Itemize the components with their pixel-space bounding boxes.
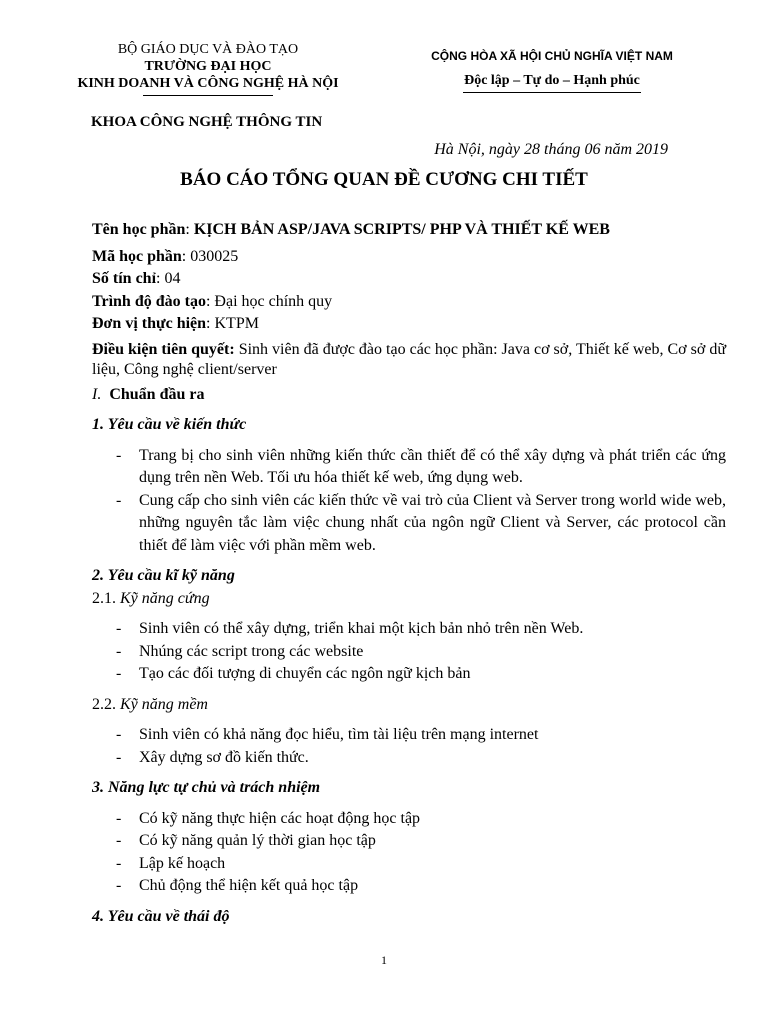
field-value: KỊCH BẢN ASP/JAVA SCRIPTS/ PHP VÀ THIẾT KẾ WEB: [193, 221, 610, 238]
field-label: Mã học phần: [92, 247, 182, 265]
field-label: Trình độ đào tạo: [92, 292, 206, 310]
dash-marker: -: [116, 854, 122, 872]
dash-marker: -: [116, 491, 122, 509]
field-training-level: [92, 291, 726, 314]
field-sep: :: [185, 221, 194, 238]
heading-knowledge: 1. Yêu cầu về kiến thức: [92, 416, 247, 433]
subheading-number: 2.1.: [92, 589, 116, 607]
field-sep: :: [156, 270, 165, 287]
dash-marker: -: [116, 832, 122, 849]
dash-marker: -: [116, 665, 122, 682]
knowledge-list: [92, 445, 726, 558]
field-sep: :: [181, 247, 191, 265]
list-item-text: Nhúng các script trong các website: [139, 642, 364, 660]
dash-marker: -: [116, 726, 122, 743]
list-item: [92, 641, 726, 664]
university-name-line1: TRƯỜNG ĐẠI HỌC: [144, 59, 272, 74]
autonomy-list: [92, 808, 726, 898]
dash-marker: -: [116, 642, 122, 660]
list-item: [92, 830, 726, 853]
subheading-soft-skills: [92, 694, 726, 717]
dash-marker: -: [116, 877, 122, 894]
dash-marker: -: [116, 446, 122, 464]
field-sep: :: [206, 315, 215, 332]
heading-attitude: 4. Yêu cầu về thái độ: [92, 907, 230, 925]
list-item: [92, 445, 726, 490]
list-item-text: Sinh viên có khả năng đọc hiểu, tìm tài liệu trên mạng internet: [139, 726, 539, 743]
field-value: Đại học chính quy: [214, 292, 333, 310]
field-value: 04: [164, 270, 181, 287]
list-item-text: Sinh viên có thể xây dựng, triển khai một kịch bản nhỏ trên nền Web.: [139, 620, 584, 637]
list-item: [92, 724, 726, 747]
document-date: Hà Nội, ngày 28 tháng 06 năm 2019: [434, 141, 668, 158]
list-item-text: Lập kế hoạch: [139, 854, 226, 872]
field-label: Đơn vị thực hiện: [92, 315, 207, 332]
university-name-line2: KINH DOANH VÀ CÔNG NGHỆ HÀ NỘI: [77, 76, 339, 91]
subheading-number: 2.2.: [92, 695, 116, 713]
list-item: [92, 875, 726, 898]
subheading-hard-skills: [92, 588, 726, 611]
header-left-rule: [143, 95, 273, 96]
field-label: Tên học phần: [92, 221, 186, 238]
page-number: 1: [381, 953, 387, 967]
prerequisite: [92, 340, 726, 380]
list-item-text: Có kỹ năng quản lý thời gian học tập: [139, 832, 376, 849]
section-title: Chuẩn đầu ra: [109, 385, 205, 403]
field-label: Số tín chỉ: [92, 270, 157, 287]
subheading-title: Kỹ năng mềm: [120, 695, 208, 713]
heading-skills: 2. Yêu cầu kĩ kỹ năng: [92, 567, 235, 584]
dash-marker: -: [116, 809, 122, 827]
faculty-name: KHOA CÔNG NGHỆ THÔNG TIN: [91, 114, 323, 130]
list-item-text: Chủ động thể hiện kết quả học tập: [139, 877, 359, 894]
list-item-text: Xây dựng sơ đồ kiến thức.: [139, 748, 309, 766]
field-sep: :: [205, 292, 215, 310]
ministry-name: BỘ GIÁO DỤC VÀ ĐÀO TẠO: [117, 42, 299, 57]
list-item: [92, 490, 726, 558]
list-item: [92, 853, 726, 876]
field-value: KTPM: [214, 315, 259, 332]
document-body: [92, 219, 726, 928]
subheading-title: Kỹ năng cứng: [120, 589, 210, 607]
dash-marker: -: [116, 620, 122, 637]
prerequisite-label: Điều kiện tiên quyết:: [92, 340, 235, 358]
list-item: [92, 618, 726, 641]
list-item-text: Có kỹ năng thực hiện các hoạt động học tập: [139, 809, 421, 827]
national-header: [376, 48, 728, 93]
list-item: [92, 663, 726, 686]
section-number: I.: [92, 385, 102, 403]
list-item-text: Trang bị cho sinh viên những kiến thức cần thiết để có thể xây dựng và phát triển các ứng dụng trên nền Web. Tối ưu hóa thiết kế web, ứng dụng web.: [139, 446, 726, 486]
heading-autonomy: 3. Năng lực tự chủ và trách nhiệm: [92, 779, 321, 796]
soft-skills-list: [92, 724, 726, 769]
field-unit: [92, 313, 726, 336]
document-title: BÁO CÁO TỔNG QUAN ĐỀ CƯƠNG CHI TIẾT: [180, 169, 588, 190]
list-item: [92, 808, 726, 831]
field-credits: [92, 268, 726, 291]
prerequisite-text: Sinh viên đã được đào tạo các học phần: Java cơ sở, Thiết kế web, Cơ sở dữ liệu, Công nghệ client/server: [92, 340, 727, 378]
list-item: [92, 747, 726, 770]
field-course-code: [92, 246, 726, 269]
list-item-text: Tạo các đối tượng di chuyển các ngôn ngữ kịch bản: [139, 665, 471, 682]
ministry-header: [60, 41, 356, 96]
field-course-name: [92, 219, 726, 242]
hard-skills-list: [92, 618, 726, 686]
dash-marker: -: [116, 748, 122, 766]
list-item-text: Cung cấp cho sinh viên các kiến thức về vai trò của Client và Server trong world wide web, những nguyên tắc làm việc chung nhất của ngôn ngữ Client và Server, các protocol cần thiết để làm việc với phần mềm web.: [139, 491, 726, 554]
field-value: 030025: [190, 247, 239, 265]
national-title: CỘNG HÒA XÃ HỘI CHỦ NGHĨA VIỆT NAM: [431, 49, 673, 63]
header-right-rule: [463, 92, 641, 93]
national-motto: Độc lập – Tự do – Hạnh phúc: [464, 73, 640, 88]
section-heading-outcomes: [92, 384, 726, 407]
